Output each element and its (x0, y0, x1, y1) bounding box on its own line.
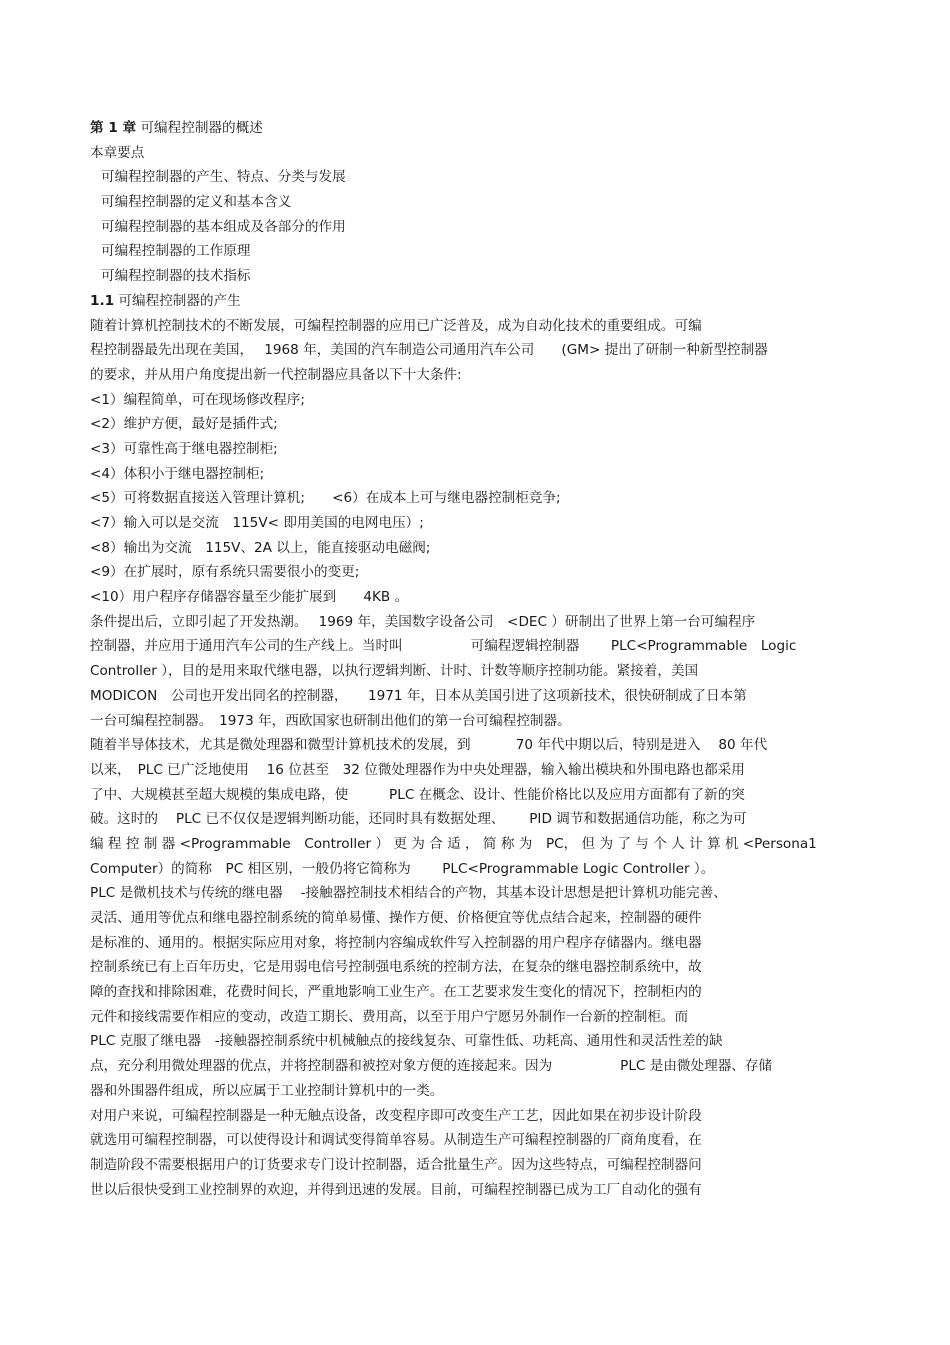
section-number: 1.1 (90, 292, 115, 309)
section-heading (90, 289, 870, 314)
key-points-heading: 本章要点 (90, 144, 145, 161)
body-line: 随着半导体技术，尤其是微处理器和微型计算机技术的发展，到 70 年代中期以后，特别是进入 80 年代 (90, 737, 768, 754)
body-line: 制造阶段不需要根据用户的订货要求专门设计控制器，适合批量生产。因为这些特点，可编程控制器问 (90, 1156, 702, 1173)
body-line: <3）可靠性高于继电器控制柜; (90, 440, 278, 457)
body-line: <9）在扩展时，原有系统只需要很小的变更; (90, 564, 360, 581)
body-line: 编 程 控 制 器 <Programmable Controller ） 更 为 合 适 ， 简 称 为 PC， 但 为 了 与 个 人 计 算 机 <Persona1 (90, 835, 817, 852)
body-line: 就选用可编程控制器，可以使得设计和调试变得简单容易。从制造生产可编程控制器的厂商角度看，在 (90, 1132, 702, 1149)
body-line: 控制系统已有上百年历史，它是用弱电信号控制强电系统的控制方法，在复杂的继电器控制系统中，故 (90, 959, 702, 976)
body-line: 了中、大规模甚至超大规模的集成电路，使 PLC 在概念、设计、性能价格比以及应用方面都有了新的突 (90, 786, 745, 803)
body-line: 以来， PLC 已广泛地使用 16 位甚至 32 位微处理器作为中央处理器，输入输出模块和外围电路也都采用 (90, 761, 745, 778)
chapter-title-number: 第 1 章 (90, 120, 137, 136)
body-line: <8）输出为交流 115V、2A 以上，能直接驱动电磁阀; (90, 539, 431, 556)
body-line: 器和外围器件组成，所以应属于工业控制计算机中的一类。 (90, 1082, 444, 1099)
body-line: 点，充分利用微处理器的优点，并将控制器和被控对象方便的连接起来。因为 PLC 是由微处理器、存储 (90, 1058, 773, 1075)
body-line: <1）编程简单，可在现场修改程序; (90, 391, 305, 408)
body-line: 灵活、通用等优点和继电器控制系统的简单易懂、操作方便、价格便宜等优点结合起来，控制器的硬件 (90, 910, 702, 926)
body-line: 障的查找和排除困难，花费时间长，严重地影响工业生产。在工艺要求发生变化的情况下，控制柜内的 (90, 984, 702, 1001)
section-title: 可编程控制器的产生 (118, 292, 241, 309)
body-line: MODICON 公司也开发出同名的控制器， 1971 年，日本从美国引进了这项新技术，很快研制成了日本第 (90, 687, 747, 704)
body-line: 破。这时的 PLC 已不仅仅是逻辑判断功能，还同时具有数据处理、 PID 调节和数据通信功能，称之为可 (90, 811, 747, 828)
body-line: 随着计算机控制技术的不断发展，可编程控制器的应用已广泛普及，成为自动化技术的重要组成。可编 (90, 317, 702, 334)
body-line: <5）可将数据直接送入管理计算机; <6）在成本上可与继电器控制柜竞争; (90, 490, 561, 507)
body-line: <7）输入可以是交流 115V< 即用美国的电网电压）; (90, 515, 424, 531)
chapter-title-text: 可编程控制器的概述 (140, 120, 263, 136)
document-body (90, 116, 870, 1202)
body-line: <4）体积小于继电器控制柜; (90, 465, 265, 482)
body-line: 条件提出后，立即引起了开发热潮。 1969 年，美国数字设备公司 <DEC ）研制出了世界上第一台可编程序 (90, 613, 756, 630)
body-line: Computer）的简称 PC 相区别，一般仍将它简称为 PLC<Programmable Logic Controller ）。 (90, 860, 715, 877)
body-line: 一台可编程控制器。 1973 年，西欧国家也研制出他们的第一台可编程控制器。 (90, 712, 571, 729)
key-point-item: 可编程控制器的工作原理 (101, 243, 251, 260)
body-line: 程控制器最先出现在美国， 1968 年，美国的汽车制造公司通用汽车公司 (GM> 提出了研制一种新型控制器 (90, 342, 768, 359)
key-point-item: 可编程控制器的技术指标 (101, 268, 251, 285)
body-line: 控制器，并应用于通用汽车公司的生产线上。当时叫 可编程逻辑控制器 PLC<Programmable Logic (90, 638, 797, 655)
body-line: 元件和接线需要作相应的变动，改造工期长、费用高，以至于用户宁愿另外制作一台新的控制柜。而 (90, 1008, 689, 1025)
key-points-list (90, 165, 870, 288)
body-line: 是标准的、通用的。根据实际应用对象，将控制内容编成软件写入控制器的用户程序存储器内。继电器 (90, 934, 702, 951)
body-line: PLC 是微机技术与传统的继电器 -接触器控制技术相结合的产物，其基本设计思想是把计算机功能完善、 (90, 885, 727, 902)
key-point-item: 可编程控制器的基本组成及各部分的作用 (101, 218, 346, 235)
key-point-item: 可编程控制器的产生、特点、分类与发展 (101, 169, 346, 186)
body-line: 对用户来说，可编程控制器是一种无触点设备，改变程序即可改变生产工艺，因此如果在初步设计阶段 (90, 1107, 702, 1124)
body-line: Controller ），目的是用来取代继电器，以执行逻辑判断、计时、计数等顺序控制功能。紧接着，美国 (90, 663, 699, 680)
body-line: <10）用户程序存储器容量至少能扩展到 4KB 。 (90, 589, 409, 606)
chapter-title (90, 116, 870, 141)
body-line: PLC 克服了继电器 -接触器控制系统中机械触点的接线复杂、可靠性低、功耗高、通用性和灵活性差的缺 (90, 1033, 723, 1050)
body-line: 的要求，并从用户角度提出新一代控制器应具备以下十大条件: (90, 366, 462, 383)
body-text (90, 314, 870, 1203)
body-line: 世以后很快受到工业控制界的欢迎，并得到迅速的发展。目前，可编程控制器已成为工厂自动化的强有 (90, 1181, 702, 1198)
body-line: <2）维护方便，最好是插件式; (90, 416, 278, 433)
key-point-item: 可编程控制器的定义和基本含义 (101, 194, 292, 211)
